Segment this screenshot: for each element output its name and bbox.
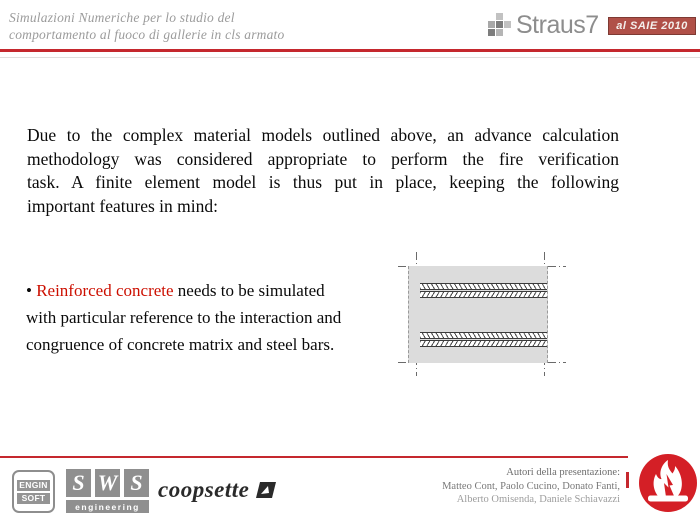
enginsoft-logo-line2: SOFT (17, 493, 50, 504)
header-title-line2: comportamento al fuoco di gallerie in cls armato (9, 27, 285, 42)
fire-safety-logo (637, 452, 699, 514)
footer-red-rule (0, 456, 628, 458)
footer-red-tick (626, 472, 629, 488)
slide-header-title (9, 9, 329, 43)
header-red-rule (0, 49, 700, 52)
bullet-line3: congruence of concrete matrix and steel bars. (26, 335, 335, 354)
coopsette-wordmark: coopsette (158, 477, 250, 502)
sws-letters (66, 469, 150, 497)
sws-engineering-label: engineering (66, 500, 149, 513)
straus7-logo (487, 10, 599, 40)
saie-2010-badge: al SAIE 2010 (608, 17, 696, 35)
bullet-line1 (26, 277, 406, 304)
bullet-highlight: Reinforced concrete (36, 281, 174, 300)
header-title-line1: Simulazioni Numeriche per lo studio del (9, 10, 235, 25)
straus7-grid-icon (487, 12, 513, 38)
coopsette-logo (158, 477, 277, 503)
spring-strip (420, 340, 547, 347)
enginsoft-logo (12, 470, 55, 513)
sws-letter: S (124, 469, 149, 497)
credits-line: Matteo Cont, Paolo Cucino, Donato Fanti, (442, 480, 620, 492)
spring-strip (420, 332, 547, 339)
sws-engineering-logo (66, 469, 150, 513)
paragraph-line: methodology was considered appropriate to perform the fire verification (27, 148, 619, 169)
steel-bar-band-top (420, 283, 547, 299)
spring-strip (420, 283, 547, 290)
paragraph-line: Due to the complex material models outlined above, an advance calculation (27, 125, 619, 145)
bullet-line1-rest: needs to be simulated (173, 281, 325, 300)
coopsette-logo-mark (255, 481, 277, 499)
enginsoft-logo-line1: ENGIN (17, 480, 50, 491)
steel-bar-band-bottom (420, 332, 547, 348)
paragraph-line: task. A finite element model is thus put in place, keeping the following (27, 172, 619, 192)
bullet-line2: with particular reference to the interaction and (26, 308, 342, 327)
body-paragraph (27, 124, 619, 218)
paragraph-line: important features in mind: (27, 195, 218, 216)
credits-line: Alberto Omisenda, Daniele Schiavazzi (456, 494, 620, 505)
spring-strip (420, 291, 547, 298)
concrete-section-diagram (398, 250, 566, 378)
sws-letter: W (95, 469, 120, 497)
header-gray-rule (0, 57, 700, 58)
concrete-matrix-rect (408, 266, 548, 363)
bullet-marker: • (26, 281, 37, 300)
authors-credits (320, 466, 620, 507)
straus7-wordmark: Straus7 (516, 11, 599, 39)
credits-line: Autori della presentazione: (506, 467, 620, 478)
sws-letter: S (66, 469, 91, 497)
bullet-item (26, 277, 406, 358)
